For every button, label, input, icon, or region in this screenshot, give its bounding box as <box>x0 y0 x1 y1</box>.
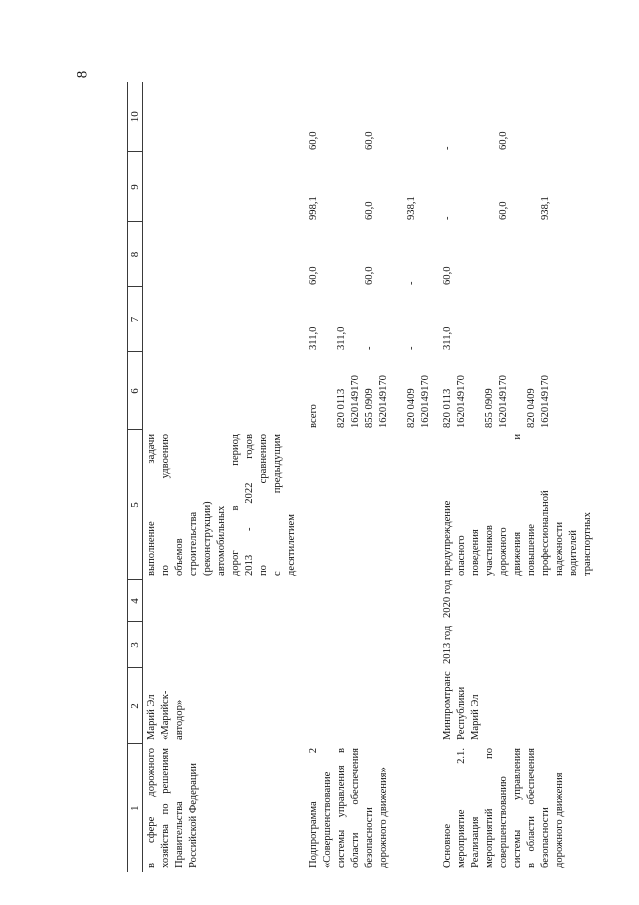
cell-line: системы управления <box>512 748 523 868</box>
cell-line: 1620149170 <box>498 375 509 428</box>
cell-line: мероприятие 2.1. <box>456 748 467 868</box>
cell-line <box>321 154 335 220</box>
cell-line <box>525 84 539 150</box>
rotated-table-wrapper <box>127 82 637 872</box>
cell-line <box>321 289 335 350</box>
cell-line: 938,1 <box>540 196 551 220</box>
table-cell-c7 <box>143 287 306 352</box>
table-cell-c8 <box>143 222 306 287</box>
cell-line: Республики <box>456 686 467 740</box>
cell-line: в области обеспечения <box>526 748 537 868</box>
cell-line <box>525 289 539 350</box>
cell-line: 1620149170 <box>540 375 551 428</box>
cell-line: системы управления в <box>336 748 347 868</box>
cell-line <box>483 84 497 150</box>
cell-line <box>469 354 483 428</box>
table-cell-c7 <box>439 287 601 352</box>
cell-line: надежности <box>554 521 565 576</box>
cell-line <box>511 154 525 220</box>
cell-line <box>145 84 159 150</box>
cell-line <box>539 84 553 150</box>
cell-line <box>469 84 483 150</box>
cell-line: 855 0909 <box>484 388 495 428</box>
cell-line: 60,0 <box>498 131 509 150</box>
cell-line <box>145 154 159 220</box>
table-cell-c5 <box>143 430 306 580</box>
cell-line: «Совершенствование <box>322 771 333 868</box>
table-body <box>143 82 602 872</box>
cell-line <box>525 154 539 220</box>
cell-line <box>419 224 433 285</box>
cell-line <box>391 354 405 428</box>
cell-line: 820 0409 <box>526 388 537 428</box>
cell-line <box>349 289 363 350</box>
cell-line: 60,0 <box>442 266 453 285</box>
table-cell-c3 <box>305 622 439 668</box>
cell-line <box>455 154 469 220</box>
cell-line: 2020 год <box>442 579 453 618</box>
program-table <box>127 82 601 872</box>
cell-line: 855 0909 <box>364 388 375 428</box>
cell-line: предупреждение <box>442 500 453 576</box>
cell-line <box>349 224 363 285</box>
cell-line <box>405 84 419 150</box>
cell-line: участников <box>484 525 495 576</box>
cell-line: 311,0 <box>308 326 319 350</box>
cell-line <box>511 84 525 150</box>
cell-line: дорог в период <box>230 434 241 576</box>
cell-line: повышение <box>526 524 537 576</box>
cell-line: с предыдущим <box>272 434 283 576</box>
cell-line: Марий Эл <box>470 694 481 740</box>
cell-line <box>539 289 553 350</box>
cell-line <box>145 224 159 285</box>
cell-line: 820 0409 <box>406 388 417 428</box>
cell-line: - <box>364 346 375 350</box>
table-cell-c9 <box>305 152 439 222</box>
cell-line: 60,0 <box>308 131 319 150</box>
cell-line <box>419 84 433 150</box>
table-cell-c9 <box>439 152 601 222</box>
cell-line <box>497 224 511 285</box>
cell-line: Российской Федерации <box>188 763 199 868</box>
cell-line: безопасности <box>364 807 375 868</box>
col-header-2: 2 <box>128 668 143 744</box>
cell-line <box>539 224 553 285</box>
cell-line: в сфере дорожного <box>146 748 157 868</box>
cell-line: профессиональной <box>540 490 551 576</box>
cell-line: Реализация <box>470 816 481 868</box>
cell-line <box>377 289 391 350</box>
cell-line <box>483 154 497 220</box>
table-cell-c2 <box>305 668 439 744</box>
table-cell-c1 <box>143 744 306 872</box>
cell-line: Подпрограмма 2 <box>308 748 319 868</box>
cell-line <box>455 289 469 350</box>
table-cell-c2 <box>143 668 306 744</box>
cell-line <box>321 224 335 285</box>
cell-line: совершенствованию <box>498 776 509 868</box>
cell-line: дорожного <box>498 527 509 576</box>
table-cell-c4 <box>143 580 306 622</box>
cell-line: 2013 год <box>442 625 453 664</box>
table-cell-c10 <box>439 82 601 152</box>
cell-line: транспортных <box>582 512 593 576</box>
cell-line <box>419 289 433 350</box>
table-cell-c6 <box>305 352 439 430</box>
cell-line: дорожного движения» <box>378 767 389 868</box>
col-header-3: 3 <box>128 622 143 668</box>
cell-line: 1620149170 <box>456 375 467 428</box>
cell-line <box>349 84 363 150</box>
table-cell-c5 <box>305 430 439 580</box>
cell-line <box>497 289 511 350</box>
table-row <box>305 82 439 872</box>
col-header-9: 9 <box>128 152 143 222</box>
cell-line: - <box>406 281 417 285</box>
cell-line: водителей <box>568 530 579 576</box>
col-header-1: 1 <box>128 744 143 872</box>
cell-line <box>511 224 525 285</box>
cell-line <box>525 224 539 285</box>
cell-line: безопасности <box>540 807 551 868</box>
table-cell-c8 <box>439 222 601 287</box>
cell-line: (реконструкции) <box>202 501 213 576</box>
table-cell-c9 <box>143 152 306 222</box>
cell-line: 820 0113 <box>336 388 347 428</box>
cell-line <box>469 289 483 350</box>
header-row <box>128 82 143 872</box>
cell-line: «Марийск- <box>160 690 171 740</box>
cell-line <box>511 289 525 350</box>
cell-line <box>391 224 405 285</box>
cell-line <box>349 154 363 220</box>
col-header-4: 4 <box>128 580 143 622</box>
cell-line: 60,0 <box>364 131 375 150</box>
cell-line: по удвоению <box>160 434 171 576</box>
cell-line: области обеспечения <box>350 748 361 868</box>
cell-line: Марий Эл <box>146 694 157 740</box>
cell-line: автодор» <box>174 699 185 740</box>
col-header-10: 10 <box>128 82 143 152</box>
col-header-5: 5 <box>128 430 143 580</box>
cell-line <box>455 84 469 150</box>
cell-line <box>377 84 391 150</box>
cell-line: - <box>442 216 453 220</box>
table-cell-c2 <box>439 668 601 744</box>
cell-line <box>483 289 497 350</box>
table-cell-c3 <box>439 622 601 668</box>
table-cell-c1 <box>439 744 601 872</box>
cell-line: - <box>442 146 453 150</box>
table-cell-c5 <box>439 430 601 580</box>
cell-line: выполнение задачи <box>146 434 157 576</box>
cell-line: 820 0113 <box>442 388 453 428</box>
cell-line: Основное <box>442 823 453 868</box>
cell-line: 2013 - 2022 годов <box>244 434 255 576</box>
cell-line: 60,0 <box>308 266 319 285</box>
table-row <box>143 82 306 872</box>
cell-line <box>145 354 159 428</box>
table-cell-c10 <box>305 82 439 152</box>
cell-line: опасного <box>456 535 467 576</box>
cell-line: 1620149170 <box>378 375 389 428</box>
cell-line: 311,0 <box>336 326 347 350</box>
cell-line: Минпромтранс <box>442 671 453 740</box>
cell-line <box>391 84 405 150</box>
table-cell-c1 <box>305 744 439 872</box>
cell-line <box>145 289 159 350</box>
table-cell-c6 <box>439 352 601 430</box>
cell-line <box>321 84 335 150</box>
cell-line <box>335 154 349 220</box>
cell-line: хозяйства по решениям <box>160 748 171 868</box>
col-header-6: 6 <box>128 352 143 430</box>
table-cell-c4 <box>439 580 601 622</box>
cell-line: - <box>406 346 417 350</box>
cell-line: десятилетием <box>286 514 297 576</box>
table-cell-c8 <box>305 222 439 287</box>
cell-line <box>391 154 405 220</box>
cell-line: 998,1 <box>308 196 319 220</box>
cell-line: 60,0 <box>498 201 509 220</box>
page-number: 8 <box>74 70 91 79</box>
cell-line: 1620149170 <box>350 375 361 428</box>
cell-line <box>321 354 335 428</box>
cell-line: 60,0 <box>364 266 375 285</box>
table-cell-c4 <box>305 580 439 622</box>
cell-line <box>377 154 391 220</box>
table-cell-c6 <box>143 352 306 430</box>
cell-line: 938,1 <box>406 196 417 220</box>
cell-line <box>469 154 483 220</box>
cell-line: объемов <box>174 538 185 576</box>
cell-line <box>419 154 433 220</box>
cell-line <box>511 354 525 428</box>
cell-line <box>335 224 349 285</box>
cell-line <box>377 224 391 285</box>
cell-line: 1620149170 <box>420 375 431 428</box>
cell-line: 60,0 <box>364 201 375 220</box>
cell-line: движения и <box>512 434 523 576</box>
cell-line: 311,0 <box>442 326 453 350</box>
cell-line: мероприятий по <box>484 748 495 868</box>
cell-line <box>455 224 469 285</box>
cell-line <box>391 289 405 350</box>
cell-line <box>483 224 497 285</box>
table-cell-c3 <box>143 622 306 668</box>
table-row <box>439 82 601 872</box>
cell-line: Правительства <box>174 801 185 868</box>
cell-line: автомобильных <box>216 505 227 576</box>
cell-line <box>469 224 483 285</box>
cell-line: дорожного движения <box>554 772 565 868</box>
cell-line <box>335 84 349 150</box>
col-header-8: 8 <box>128 222 143 287</box>
cell-line: всего <box>308 404 319 428</box>
table-cell-c10 <box>143 82 306 152</box>
table-cell-c7 <box>305 287 439 352</box>
cell-line: поведения <box>470 529 481 576</box>
cell-line: по сравнению <box>258 434 269 576</box>
col-header-7: 7 <box>128 287 143 352</box>
cell-line: строительства <box>188 511 199 576</box>
